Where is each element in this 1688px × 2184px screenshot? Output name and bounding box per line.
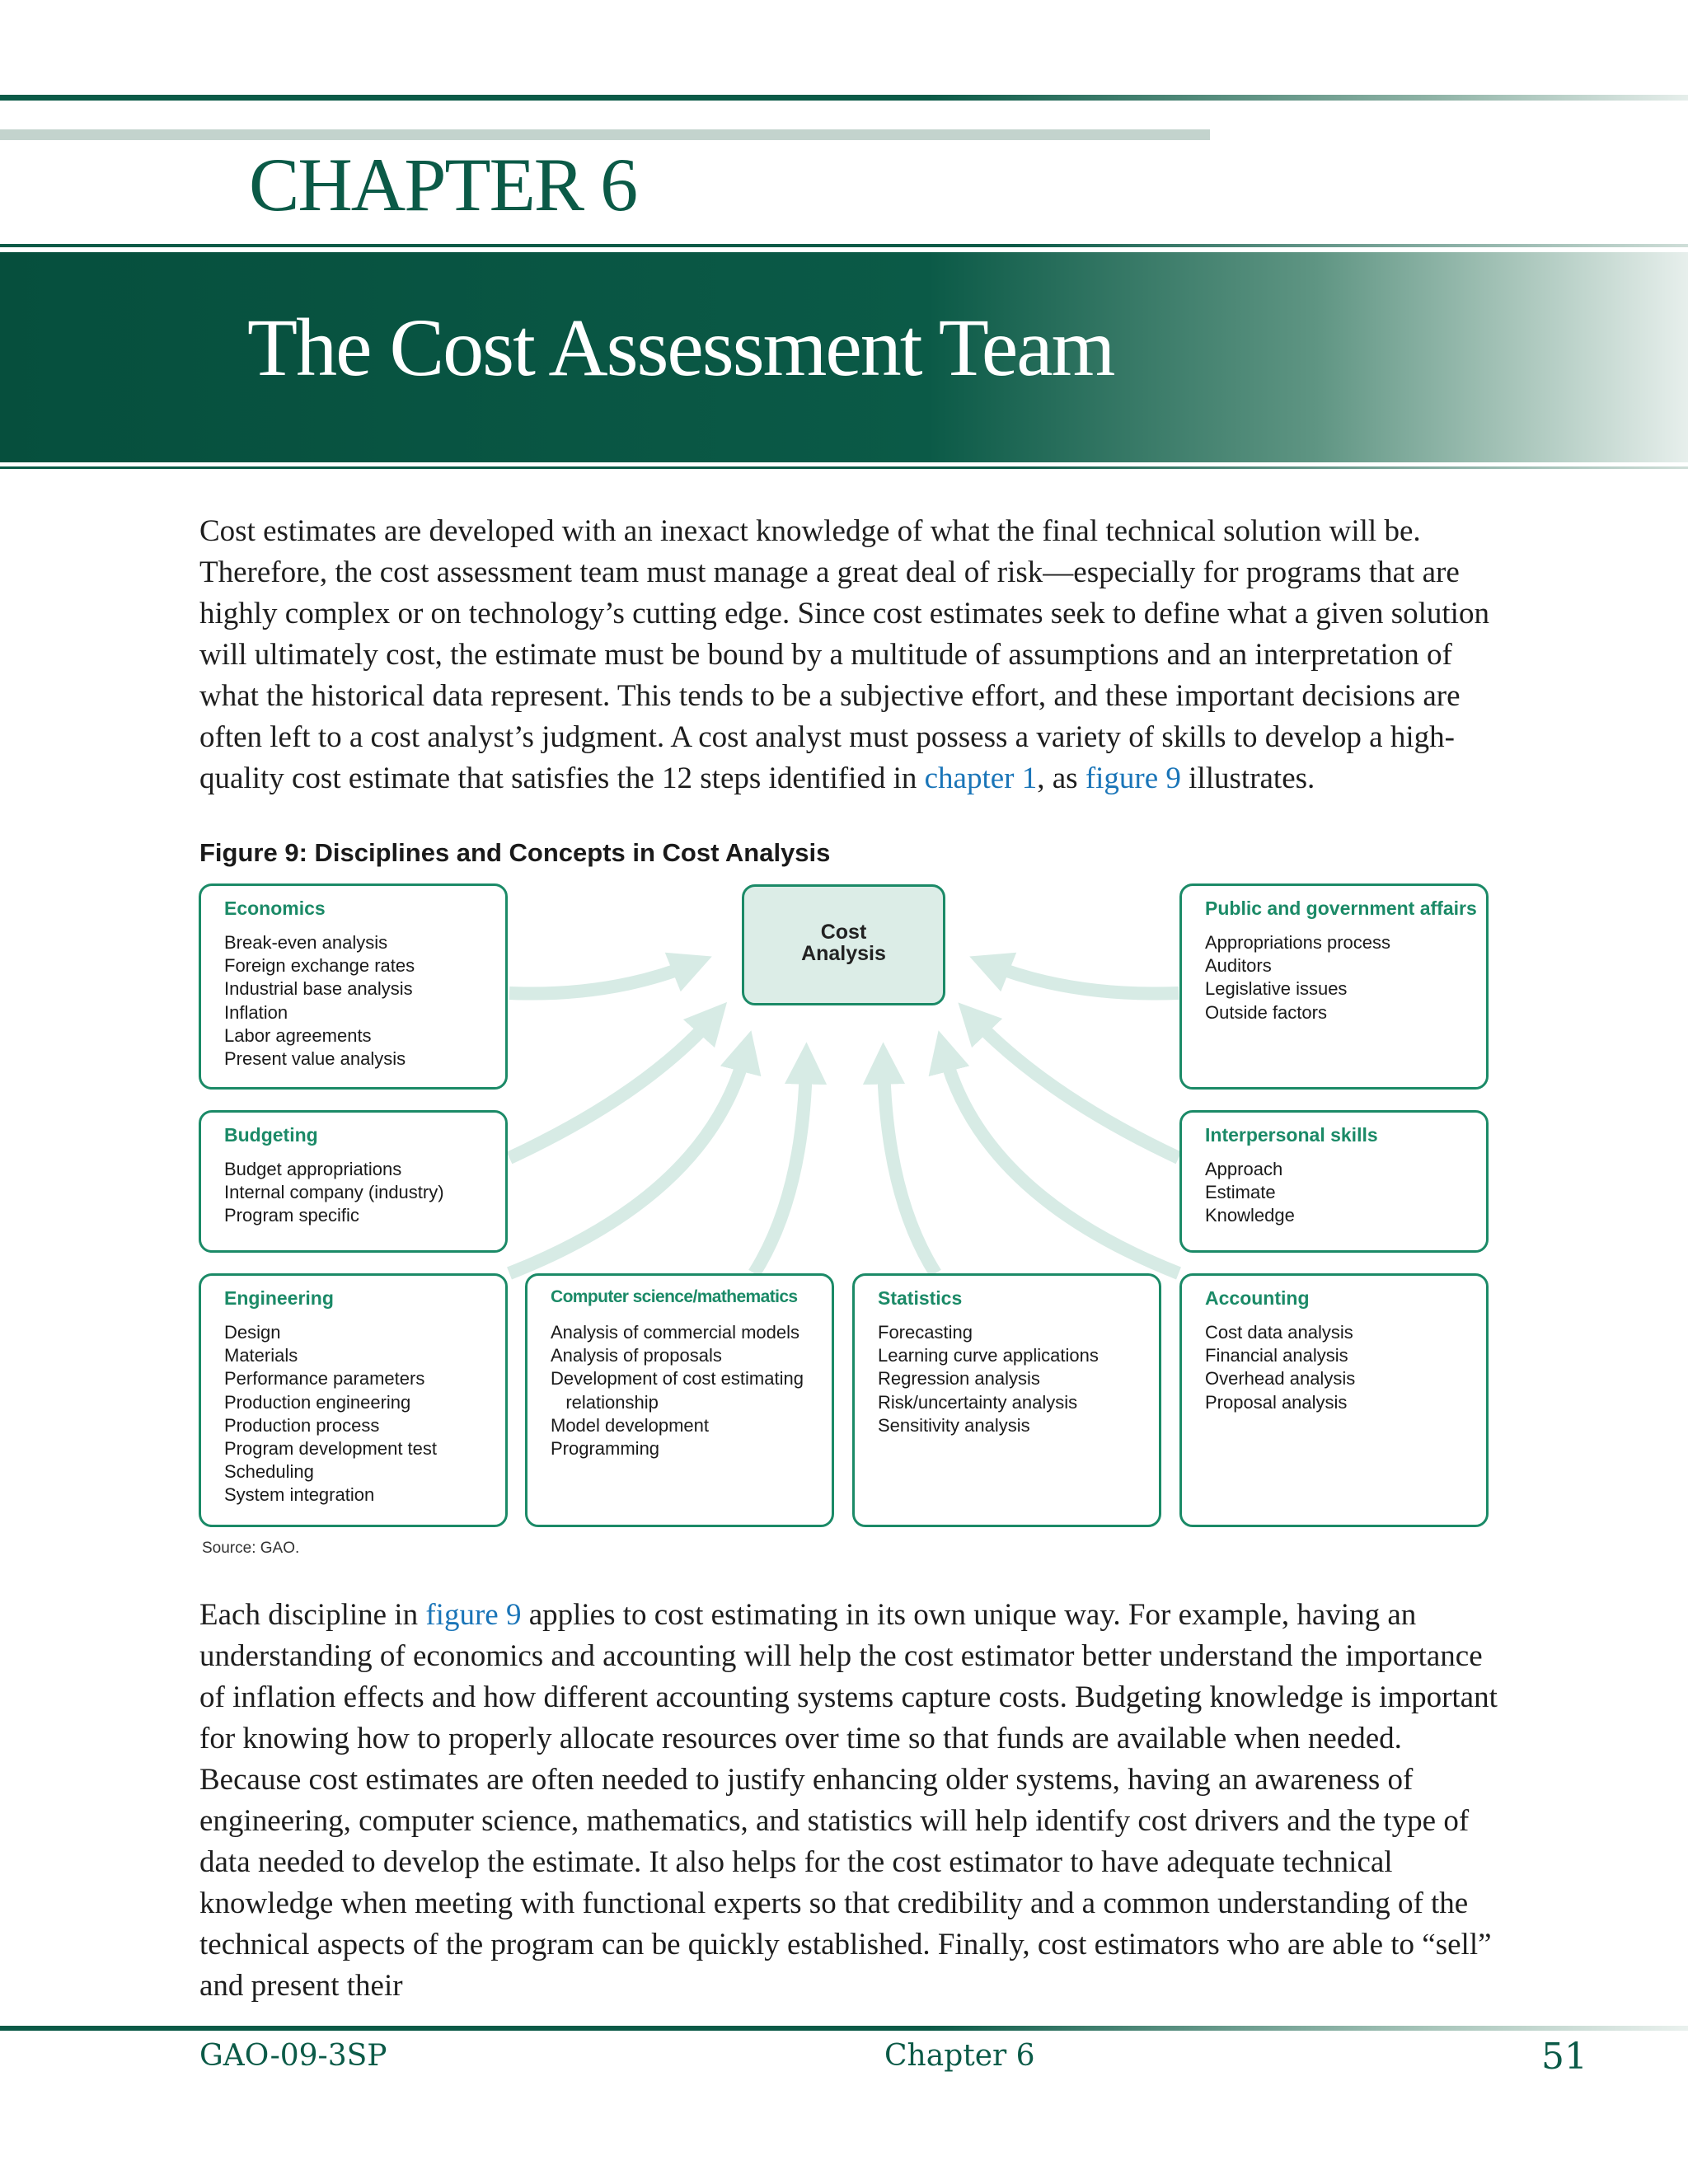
figure-9-link-2[interactable]: figure 9 xyxy=(425,1598,522,1632)
list-item: relationship xyxy=(551,1391,659,1413)
list-item: Break-even analysis xyxy=(224,932,388,953)
list-item: Development of cost estimating xyxy=(551,1368,804,1390)
list-item: Risk/uncertainty analysis xyxy=(878,1391,1078,1413)
intro-text: Cost estimates are developed with an inexact knowledge of what the final technical solution will be. Therefore, the cost assessment team must manage a great deal of risk—especially for programs that are highly complex or on technology’s cutting edge. Since cost estimates seek to define what a given solution will ultimately cost, the estimate must be bound by a multitude of assumptions and an interpretation of what the historical data represent. This tends to be a subjective effort, and these important decisions are often left to a cost analyst’s judgment. A cost analyst must possess a variety of skills to develop a high-quality cost estimate that satisfies the 12 steps identified in xyxy=(199,514,1489,795)
body-text-start: Each discipline in xyxy=(199,1598,426,1632)
list-item: Programming xyxy=(551,1438,660,1460)
footer-report-id: GAO-09-3SP xyxy=(199,2039,387,2073)
list-item: Materials xyxy=(224,1345,298,1366)
public-affairs-items xyxy=(1205,931,1390,1024)
footer-chapter: Chapter 6 xyxy=(884,2039,1035,2073)
engineering-items xyxy=(224,1321,437,1507)
interpersonal-items xyxy=(1205,1158,1295,1228)
list-item: Overhead analysis xyxy=(1205,1368,1356,1390)
list-item: Internal company (industry) xyxy=(224,1182,444,1203)
list-item: Production engineering xyxy=(224,1391,411,1413)
interpersonal-box xyxy=(1179,1110,1489,1253)
economics-heading: Economics xyxy=(224,898,326,919)
economics-items xyxy=(224,931,415,1071)
list-item: Program development test xyxy=(224,1438,438,1460)
list-item: Industrial base analysis xyxy=(224,978,413,1000)
list-item: Analysis of proposals xyxy=(551,1345,722,1366)
page-number: 51 xyxy=(1541,2036,1587,2078)
arrow-statistics xyxy=(884,1063,935,1273)
footer-rule xyxy=(0,2026,1688,2031)
list-item: Scheduling xyxy=(224,1461,314,1483)
computer-science-heading: Computer science/mathematics xyxy=(551,1287,798,1306)
figure-title: Figure 9: Disciplines and Concepts in Cost Analysis xyxy=(199,838,831,867)
list-item: Sensitivity analysis xyxy=(878,1414,1030,1436)
statistics-box xyxy=(852,1273,1161,1527)
list-item: Inflation xyxy=(224,1001,288,1023)
body-text: applies to cost estimating in its own unique way. For example, having an understanding of economics and accounting will help the cost estimator better understand the importance of inflation effects and how different accounting systems capture costs. Budgeting knowledge is important for knowing how to properly allocate resources over time so that funds are available when needed. Because cost estimates are often needed to justify enhancing older systems, having an awareness of engineering, computer science, mathematics, and statistics will help identify cost drivers and the type of data needed to develop the estimate. It also helps for the cost estimator to have adequate technical knowledge when meeting with functional experts so that credibility and a common understanding of the technical aspects of the program can be quickly established. Finally, cost estimators who are able to “sell” and present their xyxy=(199,1598,1498,2003)
arrow-budgeting xyxy=(509,1018,713,1158)
list-item: Knowledge xyxy=(1205,1205,1295,1226)
list-item: Performance parameters xyxy=(224,1368,425,1390)
budgeting-items xyxy=(224,1158,444,1228)
intro-text-between: , as xyxy=(1037,762,1085,795)
list-item: Forecasting xyxy=(878,1322,973,1343)
list-item: Production process xyxy=(224,1414,380,1436)
cost-analysis-box xyxy=(742,884,945,1005)
list-item: Analysis of commercial models xyxy=(551,1322,799,1343)
accounting-items xyxy=(1205,1321,1355,1414)
list-item: Regression analysis xyxy=(878,1368,1040,1390)
figure-source: Source: GAO. xyxy=(202,1540,300,1557)
list-item: Financial analysis xyxy=(1205,1345,1348,1366)
list-item: Auditors xyxy=(1205,955,1272,977)
list-item: Learning curve applications xyxy=(878,1345,1099,1366)
public-affairs-box xyxy=(1179,883,1489,1090)
arrow-public xyxy=(989,964,1179,994)
chapter-1-link[interactable]: chapter 1 xyxy=(924,762,1038,795)
figure-9-link[interactable]: figure 9 xyxy=(1085,762,1181,795)
computer-science-box xyxy=(525,1273,834,1527)
list-item: Appropriations process xyxy=(1205,932,1391,953)
interpersonal-heading: Interpersonal skills xyxy=(1205,1124,1378,1146)
arrow-interpersonal xyxy=(973,1018,1179,1158)
economics-box xyxy=(199,883,508,1090)
budgeting-box xyxy=(199,1110,508,1253)
cost-analysis-label: Cost Analysis xyxy=(801,921,886,965)
budgeting-heading: Budgeting xyxy=(224,1124,318,1146)
accounting-box xyxy=(1179,1273,1489,1527)
statistics-heading: Statistics xyxy=(878,1287,963,1309)
chapter-label: CHAPTER 6 xyxy=(249,143,637,227)
list-item: Proposal analysis xyxy=(1205,1391,1348,1413)
arrow-cs xyxy=(754,1063,806,1273)
arrow-economics xyxy=(509,964,692,994)
list-item: Outside factors xyxy=(1205,1001,1327,1023)
public-affairs-heading: Public and government affairs xyxy=(1205,898,1477,919)
engineering-box xyxy=(199,1273,508,1527)
accounting-heading: Accounting xyxy=(1205,1287,1310,1309)
list-item: Foreign exchange rates xyxy=(224,955,415,977)
engineering-heading: Engineering xyxy=(224,1287,334,1309)
list-item: Design xyxy=(224,1322,281,1343)
list-item: Budget appropriations xyxy=(224,1159,402,1179)
page-title: The Cost Assessment Team xyxy=(247,302,1114,393)
list-item: Legislative issues xyxy=(1205,978,1348,1000)
list-item: Estimate xyxy=(1205,1182,1276,1203)
statistics-items xyxy=(878,1321,1099,1437)
list-item: Program specific xyxy=(224,1205,359,1226)
body-paragraph xyxy=(199,1595,1502,2007)
computer-science-items xyxy=(551,1321,804,1460)
list-item: Model development xyxy=(551,1414,710,1436)
list-item: Labor agreements xyxy=(224,1024,372,1046)
intro-text-end: illustrates. xyxy=(1180,762,1315,795)
list-item: Cost data analysis xyxy=(1205,1322,1353,1343)
list-item: Present value analysis xyxy=(224,1048,406,1070)
list-item: Approach xyxy=(1205,1159,1283,1179)
list-item: System integration xyxy=(224,1484,375,1506)
